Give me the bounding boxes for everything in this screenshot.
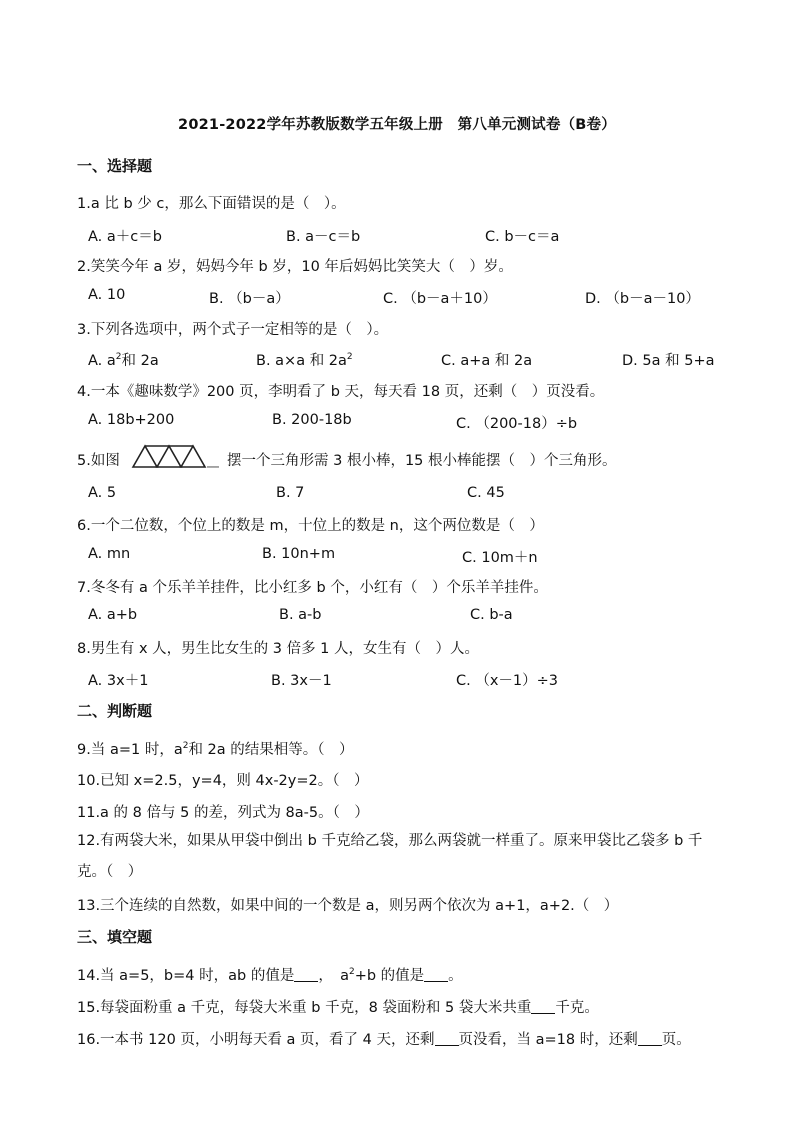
question-13: 13.三个连续的自然数，如果中间的一个数是 a，则另两个依次为 a+1，a+2.（ ） (77, 898, 619, 914)
q1-option-c: C. b－c＝a (485, 229, 560, 245)
triangles-figure (131, 443, 221, 469)
question-14: 14.当 a=5，b=4 时，ab 的值是 ， $a^2+b$ 的值是 。 (77, 967, 463, 984)
answer-blank[interactable] (531, 999, 555, 1014)
q7-option-c: C. b-a (470, 607, 513, 623)
answer-blank[interactable] (424, 967, 448, 982)
q6-option-b: B. 10n+m (262, 546, 336, 562)
question-10: 10.已知 x=2.5，y=4，则 4x-2y=2。（ ） (77, 773, 369, 789)
question-5: 摆一个三角形需 3 根小棒，15 根小棒能摆（ ）个三角形。 (227, 453, 617, 469)
q6-option-a: A. mn (88, 546, 131, 562)
question-7: 7.冬冬有 a 个乐羊羊挂件，比小红多 b 个，小红有（ ）个乐羊羊挂件。 (77, 580, 548, 596)
question-2: 2.笑笑今年 a 岁，妈妈今年 b 岁，10 年后妈妈比笑笑大（ ）岁。 (77, 259, 513, 275)
section-fill-blank: 三、填空题 (77, 928, 153, 946)
answer-blank[interactable] (294, 967, 318, 982)
q2-option-a: A. 10 (88, 287, 126, 303)
q8-option-b: B. 3x－1 (271, 673, 332, 689)
q2-option-c: C. （b－a＋10） (383, 291, 497, 307)
q7-option-a: A. a+b (88, 607, 138, 623)
answer-blank[interactable] (435, 1031, 459, 1046)
q5-option-a: A. 5 (88, 485, 117, 501)
q6-option-c: C. 10m＋n (462, 550, 538, 566)
question-16: 16.一本书 120 页，小明每天看 a 页，看了 4 天，还剩 页没看，当 a=18 时，还剩 页。 (77, 1032, 691, 1048)
q3-option-d: D. 5a 和 5+a (622, 353, 715, 369)
question-8: 8.男生有 x 人，男生比女生的 3 倍多 1 人，女生有（ ）人。 (77, 641, 480, 657)
question-9: 9.当 a=1 时，$a^2$和 2a 的结果相等。（ ） (77, 741, 354, 758)
exam-title: 2021-2022学年苏教版数学五年级上册 第八单元测试卷（B卷） (178, 117, 616, 133)
question-6: 6.一个二位数，个位上的数是 m，十位上的数是 n，这个两位数是（ ） (77, 518, 544, 534)
q3-option-b: B. a×a 和 $2a^2$ (256, 352, 353, 369)
q1-option-a: A. a＋c＝b (88, 229, 162, 245)
q2-option-d: D. （b－a－10） (585, 291, 700, 307)
q3-option-c: C. a+a 和 2a (441, 353, 533, 369)
q8-option-c: C. （x－1）÷3 (456, 673, 559, 689)
question-15: 15.每袋面粉重 a 千克，每袋大米重 b 千克，8 袋面粉和 5 袋大米共重 千克。 (77, 1000, 599, 1016)
q1-option-b: B. a－c＝b (286, 229, 361, 245)
question-11: 11.a 的 8 倍与 5 的差，列式为 8a-5。（ ） (77, 805, 369, 821)
q4-option-a: A. 18b+200 (88, 412, 175, 428)
q2-option-b: B. （b－a） (209, 291, 290, 307)
question-12: 12.有两袋大米，如果从甲袋中倒出 b 千克给乙袋，那么两袋就一样重了。原来甲袋比乙袋多 b 千克。（ ） (77, 833, 703, 880)
section-judgement: 二、判断题 (77, 702, 153, 720)
answer-blank[interactable] (638, 1031, 662, 1046)
q5-option-c: C. 45 (467, 485, 505, 501)
q3-option-a: A. $a^2$和 2a (88, 352, 159, 369)
q8-option-a: A. 3x＋1 (88, 673, 149, 689)
question-5-prefix: 5.如图 (77, 453, 120, 469)
section-choice: 一、选择题 (77, 157, 153, 175)
question-1: 1.a 比 b 少 c，那么下面错误的是（ ）。 (77, 196, 346, 212)
q4-option-b: B. 200-18b (272, 412, 352, 428)
question-4: 4.一本《趣味数学》200 页，李明看了 b 天，每天看 18 页，还剩（ ）页没看。 (77, 384, 605, 400)
q5-option-b: B. 7 (276, 485, 305, 501)
question-3: 3.下列各选项中，两个式子一定相等的是（ ）。 (77, 322, 389, 338)
q4-option-c: C. （200-18）÷b (456, 416, 578, 432)
q7-option-b: B. a-b (279, 607, 322, 623)
